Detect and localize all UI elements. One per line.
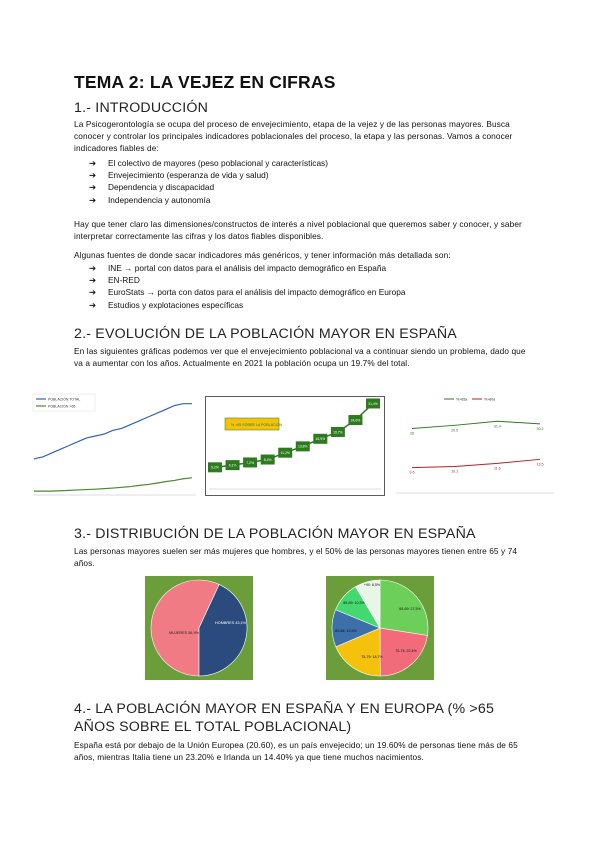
arrow-icon: ➔: [89, 194, 96, 205]
s1-paragraph-2: Hay que tener claro las dimensiones/constructos de interés a nivel poblacional que queremos saber y conocer, y saber interpretar correctamente las cifras y los datos fiables disponibles.: [74, 219, 522, 242]
data-label: 10.1: [451, 469, 459, 474]
s2-paragraph-1: En las siguientes gráficas podemos ver que el envejecimiento poblacional va a continuar siendo un problema, dado que va a aumentar con los años. Actualmente en 2021 la población ocupa un 19.7% del total.: [74, 346, 526, 369]
list-item: ➔ Envejecimiento (esperanza de vida y salud): [89, 170, 269, 181]
arrow-icon: ➔: [89, 263, 96, 273]
s4-paragraph-1: España está por debajo de la Unión Europea (20.60), es un país envejecido; un 19.60% de personas tiene más de 65 años, mientras Italia tiene un 23.20% e Irlanda un 14.40% ya que tiene muchos nacimientos.: [74, 740, 518, 763]
list-item: ➔ Estudios y explotaciones específicas: [89, 299, 244, 310]
arrow-icon: ➔: [89, 182, 96, 193]
data-label: 6,1%: [228, 463, 237, 468]
s1-sources-list: [74, 262, 532, 311]
arrow-icon: ➔: [89, 170, 96, 181]
legend-label: %>80a: [484, 397, 496, 402]
page-title: TEMA 2: LA VEJEZ EN CIFRAS: [74, 72, 336, 92]
pie-label: 85-89: 10,3%: [343, 601, 365, 605]
legend-label: %>65a: [456, 397, 468, 402]
arrow-icon: ➔: [89, 158, 96, 168]
gender-pie-chart: [145, 576, 253, 680]
pie-label-women: MUJERES 56,9%: [169, 631, 199, 635]
data-label: 30.2: [536, 426, 544, 431]
s3-paragraph-1: Las personas mayores suelen ser más mujeres que hombres, y el 50% de las personas mayores tienen entre 65 y 74 años.: [74, 546, 518, 569]
list-item: ➔ Dependencia y discapacidad: [89, 182, 215, 193]
data-label: 24,6%: [350, 418, 361, 423]
age-share-line-chart: [390, 396, 560, 500]
arrow-icon: ➔: [89, 275, 96, 286]
arrow-icon: ➔: [89, 287, 96, 298]
section-3-heading: 3.- DISTRIBUCIÓN DE LA POBLACIÓN MAYOR EN ESPAÑA: [74, 526, 476, 542]
section-2-heading: 2.- EVOLUCIÓN DE LA POBLACIÓN MAYOR EN ESPAÑA: [74, 326, 457, 342]
data-label: 7,2%: [246, 460, 254, 465]
data-label: 29.5: [451, 428, 459, 433]
pie-label-men: HOMBRES 43,1%: [215, 621, 247, 625]
s1-paragraph-3: Algunas fuentes de donde sacar indicadores más genéricos, y tener información más detallada son:: [74, 250, 451, 260]
data-label: 9.6: [409, 470, 415, 475]
pie-label: 80-84: 12,6%: [335, 629, 357, 633]
list-item: ➔ Independencia y autonomía: [89, 194, 211, 205]
data-label: 19,7%: [333, 430, 343, 435]
data-label: 28: [410, 431, 414, 436]
arrow-icon: ➔: [89, 299, 96, 310]
section-1-heading: 1.- INTRODUCCIÓN: [74, 100, 209, 116]
s1-paragraph-1: La Psicogerontología se ocupa del proceso de envejecimiento, etapa de la vejez y de las personas mayores. Busca conocer y controlar los principales indicadores poblacionales del proceso, la etapa y las personas. Vamos a conocer indicadores fiables de:: [74, 119, 513, 154]
data-label: 16,9%: [315, 437, 326, 442]
data-label: 13.5: [536, 462, 544, 467]
legend-label: POBLACIÓN >65: [48, 404, 76, 409]
data-label: 13,8%: [297, 444, 308, 449]
list-item: ➔ EN-RED: [89, 275, 140, 286]
percent-over-65-bar-chart: [205, 396, 385, 496]
data-label: 11,2%: [280, 451, 290, 455]
pie-label: 70-74: 22,4%: [395, 649, 417, 653]
data-label: 5,2%: [211, 465, 219, 470]
pie-label: +90: 8,5%: [363, 583, 381, 587]
section-4-heading: 4.- LA POBLACIÓN MAYOR EN ESPAÑA Y EN EUROPA (% >65 AÑOS SOBRE EL TOTAL POBLACIONAL): [74, 701, 495, 735]
data-label: 31,4%: [368, 401, 378, 406]
data-label: 8,4%: [263, 457, 272, 462]
data-label: 31.4: [493, 424, 501, 429]
list-item: ➔ INE → portal con datos para el análisis del impacto demográfico en España: [89, 263, 387, 273]
data-label: 11.6: [493, 466, 501, 471]
s1-bullet-list: [74, 157, 532, 206]
legend-label: % >65 SOBRE LA POBLACIÓN: [231, 423, 283, 427]
pie-label: 75-79: 18,7%: [361, 655, 383, 659]
pie-label: 65-69: 27,5%: [399, 607, 421, 611]
age-group-pie-chart: [326, 576, 434, 680]
population-growth-line-chart: [30, 390, 200, 504]
legend-label: POBLACIÓN TOTAL: [48, 397, 81, 402]
list-item: ➔ EuroStats → porta con datos para el análisis del impacto demográfico en Europa: [89, 287, 406, 298]
list-item: ➔ El colectivo de mayores (peso poblacional y características): [89, 158, 328, 168]
